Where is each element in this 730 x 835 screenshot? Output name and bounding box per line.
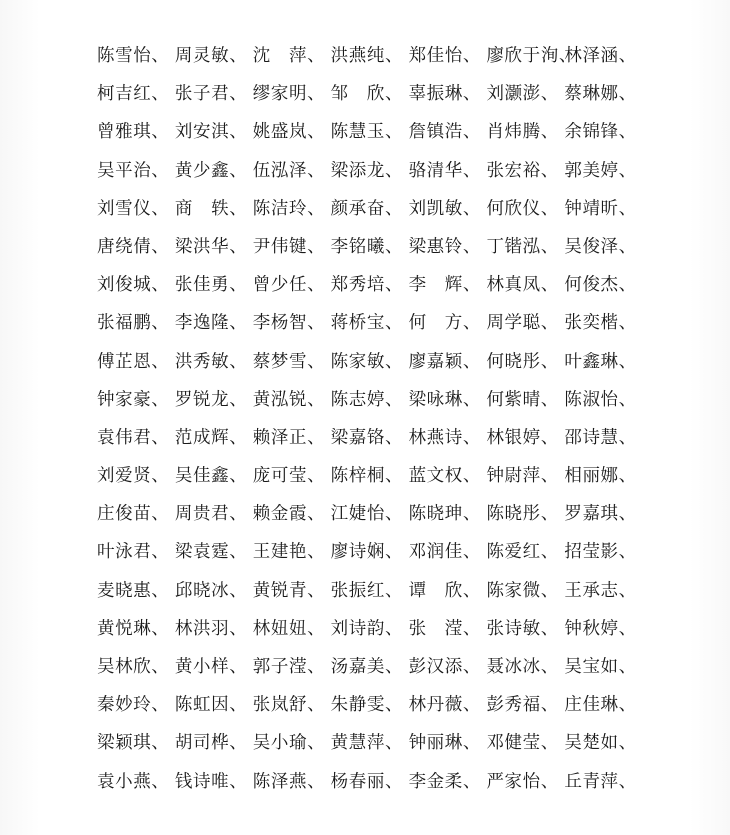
name-entry: 陈晓珅、 [408, 504, 481, 525]
name-entry: 陈泽燕、 [252, 771, 326, 792]
name-row [97, 228, 657, 266]
name-entry: 庄佳琳、 [564, 695, 637, 716]
name-entry: 余锦锋、 [564, 122, 637, 143]
name-entry: 钟家豪、 [97, 389, 170, 410]
name-entry: 张奕楷、 [564, 313, 637, 334]
name-row [97, 75, 657, 113]
name-entry: 吴佳鑫、 [174, 466, 248, 487]
name-entry: 骆清华、 [408, 160, 481, 181]
name-row [97, 686, 657, 724]
name-entry: 黄小样、 [174, 657, 248, 677]
name-entry: 朱静雯、 [330, 695, 404, 716]
name-entry: 杨春丽、 [330, 771, 404, 792]
name-entry: 吴林欣、 [97, 657, 170, 677]
name-entry: 邓健莹、 [486, 733, 559, 754]
name-entry: 郑秀培、 [330, 275, 404, 296]
name-entry: 陈虹因、 [174, 695, 248, 716]
name-entry: 黄泓锐、 [252, 389, 326, 410]
name-entry: 丁锴泓、 [486, 236, 559, 257]
name-row [97, 343, 657, 381]
name-entry: 钟秋婷、 [564, 618, 637, 639]
name-entry: 刘诗韵、 [330, 618, 404, 639]
name-entry: 颜承奋、 [330, 198, 404, 219]
name-entry: 柯吉红、 [97, 84, 170, 105]
name-row [97, 724, 657, 762]
name-entry: 赖泽正、 [252, 427, 326, 448]
name-entry: 陈梓桐、 [330, 466, 404, 487]
name-entry: 刘灏澎、 [486, 84, 559, 105]
name-entry: 林燕诗、 [408, 427, 481, 448]
name-entry: 周学聪、 [486, 313, 559, 334]
name-entry: 陈雪怡、 [97, 46, 170, 66]
name-entry: 邓润佳、 [408, 542, 481, 563]
name-entry: 林真凤、 [486, 275, 559, 296]
name-entry: 何紫晴、 [486, 389, 559, 410]
name-entry: 庄俊苗、 [97, 504, 170, 525]
name-row [97, 610, 657, 648]
name-entry: 林洪羽、 [174, 618, 248, 639]
name-entry: 唐绕倩、 [97, 236, 170, 257]
name-entry: 李 辉、 [408, 275, 481, 296]
name-entry: 曾少任、 [252, 275, 326, 296]
name-entry: 廖嘉颖、 [408, 351, 481, 372]
name-row [97, 419, 657, 457]
name-entry: 蒋桥宝、 [330, 313, 404, 334]
name-entry: 叶泳君、 [97, 542, 170, 563]
name-entry: 刘爱贤、 [97, 466, 170, 487]
name-entry: 梁惠铃、 [408, 236, 481, 257]
name-row [97, 266, 657, 304]
name-entry: 林泽涵、 [564, 46, 637, 66]
name-entry: 伍泓泽、 [252, 160, 326, 181]
name-entry: 梁嘉铬、 [330, 427, 404, 448]
name-entry: 梁洪华、 [174, 236, 248, 257]
name-entry: 张 滢、 [408, 618, 481, 639]
name-entry: 招莹影、 [564, 542, 637, 563]
name-entry: 何 方、 [408, 313, 481, 334]
name-entry: 梁袁霆、 [174, 542, 248, 563]
name-entry: 梁添龙、 [330, 160, 404, 181]
name-row [97, 37, 657, 75]
name-entry: 秦妙玲、 [97, 695, 170, 716]
name-entry: 陈志婷、 [330, 389, 404, 410]
name-entry: 李铭曦、 [330, 236, 404, 257]
name-entry: 梁咏琳、 [408, 389, 481, 410]
name-entry: 林银婷、 [486, 427, 559, 448]
name-list [97, 37, 657, 801]
name-entry: 吴楚如、 [564, 733, 637, 754]
name-entry: 胡司桦、 [174, 733, 248, 754]
name-entry: 吴俊泽、 [564, 236, 637, 257]
name-row [97, 495, 657, 533]
name-entry: 钟靖昕、 [564, 198, 637, 219]
name-entry: 丘青萍、 [564, 771, 637, 792]
name-entry: 范成辉、 [174, 427, 248, 448]
name-entry: 刘雪仪、 [97, 198, 170, 219]
name-entry: 钱诗唯、 [174, 771, 248, 792]
name-row [97, 190, 657, 228]
name-entry: 张福鹏、 [97, 313, 170, 334]
name-entry: 吴宝如、 [564, 657, 637, 677]
name-entry: 陈家微、 [486, 580, 559, 601]
name-entry: 严家怡、 [486, 771, 559, 792]
name-entry: 邱晓冰、 [174, 580, 248, 601]
name-entry: 何欣仪、 [486, 198, 559, 219]
name-entry: 张岚舒、 [252, 695, 326, 716]
name-entry: 陈淑怡、 [564, 389, 637, 410]
name-entry: 郭美婷、 [564, 160, 637, 181]
name-row [97, 457, 657, 495]
name-entry: 周灵敏、 [174, 46, 248, 66]
name-entry: 吴平治、 [97, 160, 170, 181]
name-entry: 陈晓彤、 [486, 504, 559, 525]
name-entry: 庞可莹、 [252, 466, 326, 487]
name-entry: 廖欣于洵、 [486, 46, 577, 66]
name-entry: 吴小瑜、 [252, 733, 326, 754]
name-entry: 蓝文权、 [408, 466, 481, 487]
name-entry: 聂冰冰、 [486, 657, 559, 677]
name-entry: 曾雅琪、 [97, 122, 170, 143]
name-entry: 王建艳、 [252, 542, 326, 563]
name-entry: 袁伟君、 [97, 427, 170, 448]
name-entry: 何晓彤、 [486, 351, 559, 372]
name-entry: 辜振琳、 [408, 84, 481, 105]
name-entry: 黄少鑫、 [174, 160, 248, 181]
name-entry: 刘俊城、 [97, 275, 170, 296]
name-entry: 汤嘉美、 [330, 657, 404, 677]
name-entry: 邹 欣、 [330, 84, 404, 105]
name-entry: 陈洁玲、 [252, 198, 326, 219]
name-entry: 洪秀敏、 [174, 351, 248, 372]
name-entry: 何俊杰、 [564, 275, 637, 296]
name-entry: 洪燕纯、 [330, 46, 404, 66]
name-entry: 郭子滢、 [252, 657, 326, 677]
name-entry: 傅芷恩、 [97, 351, 170, 372]
name-entry: 肖炜腾、 [486, 122, 559, 143]
name-entry: 袁小燕、 [97, 771, 170, 792]
name-entry: 商 轶、 [174, 198, 248, 219]
name-entry: 陈家敏、 [330, 351, 404, 372]
name-entry: 黄悦琳、 [97, 618, 170, 639]
name-entry: 陈慧玉、 [330, 122, 404, 143]
name-entry: 缪家明、 [252, 84, 326, 105]
name-entry: 李金柔、 [408, 771, 481, 792]
name-row [97, 572, 657, 610]
name-entry: 王承志、 [564, 580, 637, 601]
name-entry: 刘安淇、 [174, 122, 248, 143]
name-entry: 罗嘉琪、 [564, 504, 637, 525]
name-entry: 姚盛岚、 [252, 122, 326, 143]
name-entry: 麦晓惠、 [97, 580, 170, 601]
name-row [97, 381, 657, 419]
name-entry: 郑佳怡、 [408, 46, 481, 66]
name-entry: 詹镇浩、 [408, 122, 481, 143]
name-entry: 张振红、 [330, 580, 404, 601]
name-entry: 谭 欣、 [408, 580, 481, 601]
name-row [97, 763, 657, 801]
name-entry: 蔡梦雪、 [252, 351, 326, 372]
name-entry: 赖金霞、 [252, 504, 326, 525]
name-entry: 钟尉萍、 [486, 466, 559, 487]
name-entry: 罗锐龙、 [174, 389, 248, 410]
name-entry: 廖诗娴、 [330, 542, 404, 563]
name-entry: 尹伟键、 [252, 236, 326, 257]
name-entry: 李杨智、 [252, 313, 326, 334]
name-entry: 陈爱红、 [486, 542, 559, 563]
name-row [97, 533, 657, 571]
name-row [97, 648, 657, 686]
name-entry: 黄锐青、 [252, 580, 326, 601]
name-entry: 张诗敏、 [486, 618, 559, 639]
name-entry: 梁颖琪、 [97, 733, 170, 754]
name-entry: 黄慧萍、 [330, 733, 404, 754]
name-entry: 林妞妞、 [252, 618, 326, 639]
name-row [97, 152, 657, 190]
name-entry: 彭秀福、 [486, 695, 559, 716]
name-entry: 邵诗慧、 [564, 427, 637, 448]
name-entry: 李逸隆、 [174, 313, 248, 334]
name-entry: 相丽娜、 [564, 466, 637, 487]
name-entry: 沈 萍、 [252, 46, 326, 66]
name-entry: 江婕怡、 [330, 504, 404, 525]
name-entry: 叶鑫琳、 [564, 351, 637, 372]
name-entry: 刘凯敏、 [408, 198, 481, 219]
name-entry: 张佳勇、 [174, 275, 248, 296]
name-entry: 彭汉添、 [408, 657, 481, 677]
name-row [97, 304, 657, 342]
name-entry: 张宏裕、 [486, 160, 559, 181]
name-entry: 林丹薇、 [408, 695, 481, 716]
name-entry: 周贵君、 [174, 504, 248, 525]
name-entry: 蔡琳娜、 [564, 84, 637, 105]
name-entry: 钟丽琳、 [408, 733, 481, 754]
name-entry: 张子君、 [174, 84, 248, 105]
name-row [97, 113, 657, 151]
